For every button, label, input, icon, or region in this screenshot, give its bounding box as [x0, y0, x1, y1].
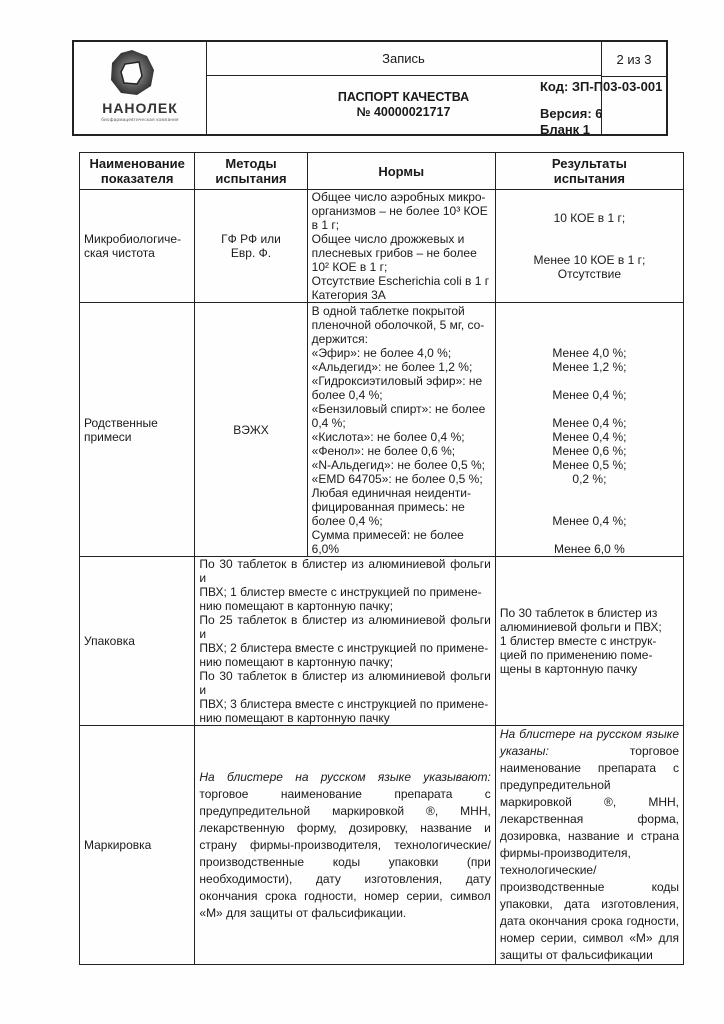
indicator-name: Родственные примеси [80, 303, 195, 557]
document-code: Код: ЗП-П03-03-001 [540, 79, 663, 94]
logo-wordmark: НАНОЛЕК [102, 100, 178, 116]
column-header-methods: Методы испытания [195, 153, 307, 190]
record-label: Запись [382, 51, 425, 66]
quality-table [79, 152, 684, 965]
document-title: ПАСПОРТ КАЧЕСТВА [337, 90, 470, 104]
logo-tagline: биофармацевтическая компания [101, 117, 179, 122]
column-header-norms: Нормы [307, 153, 495, 190]
column-header-results: Результаты испытания [495, 153, 683, 190]
result-cell: По 30 таблеток в блистер из алюминиевой фольги и ПВХ; 1 блистер вместе с инструк- цией по применению поме- щены в картонную пачку [495, 557, 683, 726]
page-indicator: 2 из 3 [616, 52, 652, 67]
norm-cell: На блистере на русском языке указывают: торговое наименование препарата с предупредительной маркировкой ®, МНН, лекарственную форму, дозировку, название и страну фирмы-производителя, технологические/производственные коды упаковки (при необходимости), дату изготовления, дату окончания срока годности, номер серии, символ «М» для защиты от фальсификации. [195, 726, 495, 965]
indicator-name: Маркировка [80, 726, 195, 965]
document-number: № 40000021717 [356, 105, 451, 119]
table-row [80, 303, 684, 557]
record-label-cell [206, 42, 602, 76]
indicator-name: Микробиологиче- ская чистота [80, 190, 195, 303]
indicator-name: Упаковка [80, 557, 195, 726]
document-header [72, 40, 668, 136]
logo-emblem-icon [107, 48, 157, 98]
column-header-indicator: Наименование показателя [80, 153, 195, 190]
test-method: ГФ РФ или Евр. Ф. [195, 190, 307, 303]
table-header-row [80, 153, 684, 190]
table-row [80, 557, 684, 726]
result-cell: На блистере на русском языке указаны: торговое наименование препарата с предупредительной маркировкой ®, МНН, лекарственная форма, дозировка, название и страна фирмы-производителя, технологические/производственные коды упаковки, дата изготовления, дата окончания срока годности, номер серии, символ «М» для защиты от фальсификации [495, 726, 683, 965]
norm-cell: По 30 таблеток в блистер из алюминиевой фольги и ПВХ; 1 блистер вместе с инструкцией по примене- нию помещают в картонную пачку; По 25 таблеток в блистер из алюминиевой фольги и ПВХ; 2 блистера вместе с инструкцией по примене- нию помещают в картонную пачку; По 30 таблеток в блистер из алюминиевой фольги и ПВХ; 3 блистера вместе с инструкцией по примене- нию помещают в картонную пачку [195, 557, 495, 726]
test-method: ВЭЖХ [195, 303, 307, 557]
norm-cell: В одной таблетке покрытой пленочной оболочкой, 5 мг, со- держится: «Эфир»: не более 4,0 %; «Альдегид»: не более 1,2 %; «Гидроксиэтиловый эфир»: не более 0,4 %; «Бензиловый спирт»: не более 0,4 %; «Кислота»: не более 0,4 %; «Фенол»: не более 0,6 %; «N-Альдегид»: не более 0,5 %; «EMD 64705»: не более 0,5 %; Любая единичная неиденти- фицированная примесь: не более 0,4 %; Сумма примесей: не более 6,0% [307, 303, 495, 557]
document-version: Версия: 6 [540, 106, 603, 121]
result-cell: Менее 4,0 %; Менее 1,2 %; Менее 0,4 %; Менее 0,4 %; Менее 0,4 %; Менее 0,6 %; Менее 0,5 %; 0,2 %; Менее 0,4 %; Менее 6,0 % [495, 303, 683, 557]
table-row [80, 190, 684, 303]
table-row [80, 726, 684, 965]
company-logo [74, 42, 207, 134]
result-cell: 10 КОЕ в 1 г; Менее 10 КОЕ в 1 г; Отсутствие [495, 190, 683, 303]
document-form: Бланк 1 [540, 122, 591, 137]
norm-cell: Общее число аэробных микро- организмов – не более 10³ КОЕ в 1 г; Общее число дрожжевых и плесневых грибов – не более 10² КОЕ в 1 г; Отсутствие Escherichia coli в 1 г Категория 3А [307, 190, 495, 303]
